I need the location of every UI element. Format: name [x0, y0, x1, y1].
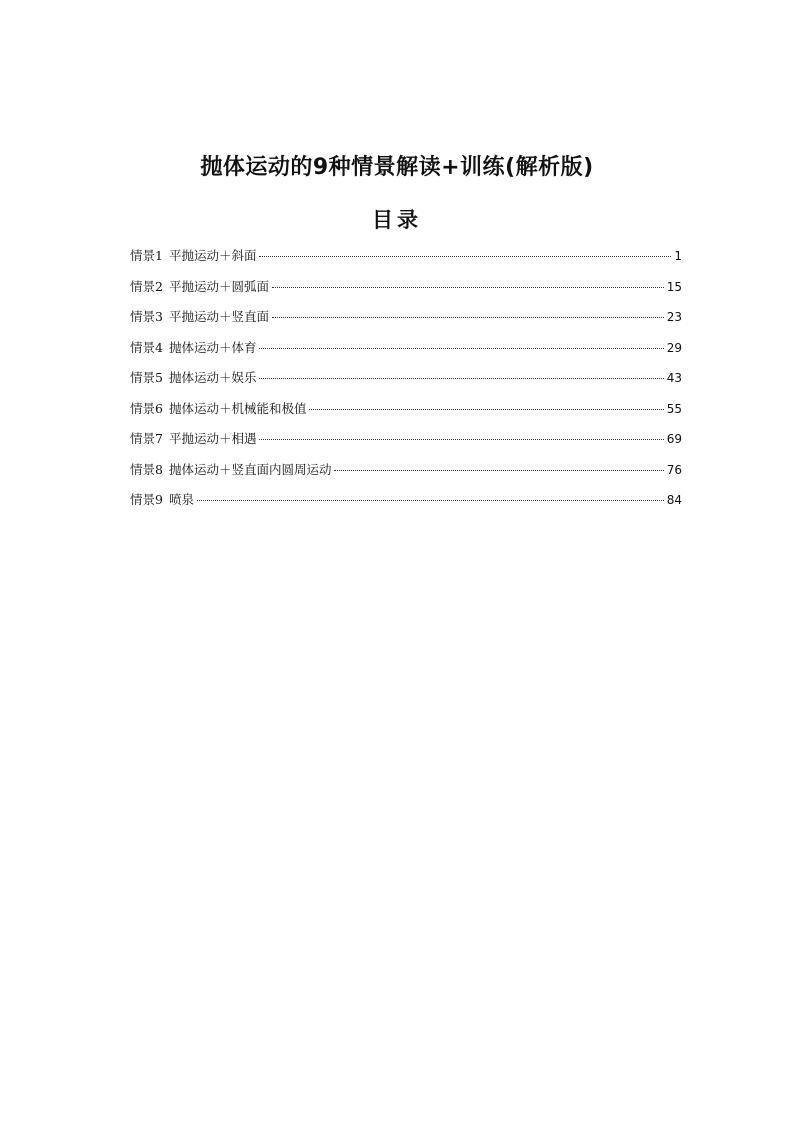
toc-entry-text: 平抛运动＋相遇 — [168, 431, 257, 446]
toc-entry-text: 喷泉 — [168, 492, 194, 507]
toc-entry-7[interactable] — [130, 429, 682, 460]
toc-entry-text: 平抛运动＋圆弧面 — [168, 278, 269, 294]
toc-page-number: 1 — [674, 249, 682, 263]
toc-heading: 目录 — [372, 208, 422, 232]
toc-dot-leader — [259, 378, 663, 379]
toc-entry-text: 抛体运动＋竖直面内圆周运动 — [168, 461, 332, 477]
toc-entry-label: 情景9 — [130, 492, 163, 507]
toc-page-number: 23 — [666, 310, 682, 324]
toc-dot-leader — [309, 409, 663, 410]
toc-dot-leader — [272, 287, 664, 288]
toc-entry-text: 抛体运动＋娱乐 — [168, 370, 257, 385]
toc-entry-label: 情景2 — [130, 278, 163, 294]
toc-entry-4[interactable] — [130, 338, 682, 369]
toc-page-number: 69 — [666, 432, 682, 446]
toc-page-number: 29 — [666, 340, 682, 355]
toc-entry-label: 情景5 — [130, 370, 163, 385]
toc-entry-3[interactable] — [130, 307, 682, 338]
toc-entry-text: 平抛运动＋斜面 — [168, 248, 257, 263]
toc-entry-2[interactable] — [130, 277, 682, 308]
toc-entry-label: 情景7 — [130, 431, 163, 446]
toc-page-number: 84 — [666, 493, 682, 507]
toc-dot-leader — [197, 500, 664, 501]
toc-dot-leader — [272, 317, 664, 318]
toc-dot-leader — [259, 256, 671, 257]
toc-entry-text: 抛体运动＋体育 — [168, 339, 257, 355]
toc-entry-5[interactable] — [130, 368, 682, 399]
toc-entry-1[interactable] — [130, 246, 682, 277]
toc-entry-label: 情景4 — [130, 339, 163, 355]
toc-entry-9[interactable] — [130, 490, 682, 521]
toc-page-number: 15 — [666, 279, 682, 294]
toc-entry-label: 情景8 — [130, 461, 163, 477]
toc-entry-label: 情景3 — [130, 309, 163, 324]
toc-dot-leader — [334, 470, 663, 471]
toc-entry-6[interactable] — [130, 399, 682, 430]
toc-entry-text: 平抛运动＋竖直面 — [168, 309, 269, 324]
toc-entry-text: 抛体运动＋机械能和极值 — [168, 400, 307, 416]
table-of-contents — [130, 246, 682, 521]
toc-page-number: 76 — [666, 462, 682, 477]
toc-page-number: 55 — [666, 401, 682, 416]
toc-entry-label: 情景1 — [130, 248, 163, 263]
toc-entry-label: 情景6 — [130, 400, 163, 416]
toc-dot-leader — [259, 348, 663, 349]
document-title: 抛体运动的9种情景解读+训练(解析版) — [200, 155, 594, 180]
toc-page-number: 43 — [666, 371, 682, 385]
toc-dot-leader — [259, 439, 663, 440]
toc-entry-8[interactable] — [130, 460, 682, 491]
